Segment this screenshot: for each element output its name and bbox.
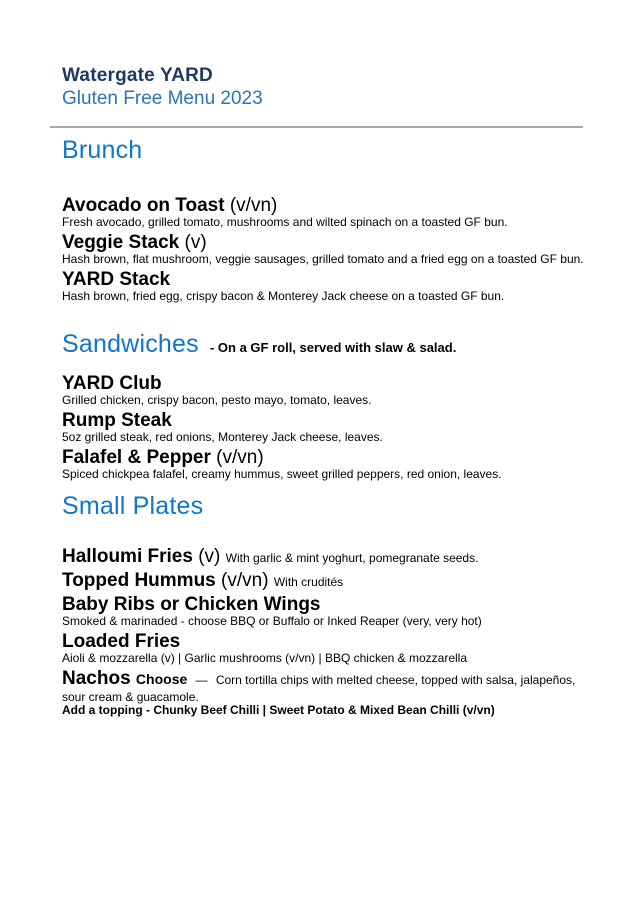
menu-item-avocado-on-toast [62,195,594,229]
item-title-line [62,410,594,431]
section-heading-text: Sandwiches [62,330,199,358]
item-title-line [62,195,594,216]
item-name: Rump Steak [62,410,172,431]
page-subtitle: Gluten Free Menu 2023 [62,88,263,109]
item-description: Fresh avocado, grilled tomato, mushrooms and wilted spinach on a toasted GF bun. [62,215,508,229]
item-name: Veggie Stack [62,232,180,253]
menu-item-veggie-stack [62,232,594,266]
section-heading-small-plates: Small Plates [62,492,204,520]
menu-item-falafel-pepper [62,447,594,481]
item-name: Falafel & Pepper [62,447,211,468]
item-inline-description: With crudités [273,575,344,589]
item-description: Spiced chickpea falafel, creamy hummus, sweet grilled peppers, red onion, leaves. [62,467,502,481]
section-small-plates [62,493,594,717]
item-name: YARD Stack [62,269,171,290]
item-title-line [62,447,594,468]
item-diet-tag: (v/vn) [229,195,278,216]
item-inline-description: With garlic & mint yoghurt, pomegranate seeds. [225,551,479,565]
item-description: 5oz grilled steak, red onions, Monterey Jack cheese, leaves. [62,430,383,444]
item-topping-line: Add a topping - Chunky Beef Chilli | Sweet Potato & Mixed Bean Chilli (v/vn) [62,703,495,717]
item-title-line [62,668,594,704]
section-heading-brunch: Brunch [62,136,143,164]
item-diet-tag: (v/vn) [221,570,269,591]
item-diet-tag: (v/vn) [216,447,264,468]
menu-item-loaded-fries [62,631,594,665]
item-title-line [62,546,594,567]
item-description: Hash brown, flat mushroom, veggie sausages, grilled tomato and a fried egg on a toasted GF bun. [62,252,584,266]
section-note: - On a GF roll, served with slaw & salad. [209,340,457,355]
item-name: Baby Ribs or Chicken Wings [62,594,321,615]
item-title-line [62,594,594,615]
item-name: Halloumi Fries [62,546,193,567]
item-description: Aioli & mozzarella (v) | Garlic mushrooms (v/vn) | BBQ chicken & mozzarella [62,651,468,665]
menu-item-topped-hummus [62,570,594,591]
item-name: YARD Club [62,373,162,394]
menu-item-rump-steak [62,410,594,444]
item-title-line [62,269,594,290]
item-title-line [62,232,594,253]
em-dash: — [195,673,208,687]
item-diet-tag: (v) [184,232,207,253]
item-title-line [62,373,594,394]
menu-item-yard-stack [62,269,594,303]
section-brunch [62,137,594,303]
item-name: Topped Hummus [62,570,216,591]
page-title: Watergate YARD [62,65,213,86]
menu-item-baby-ribs-chicken-wings [62,594,594,628]
section-items [62,373,594,481]
divider [50,126,583,128]
item-name: Avocado on Toast [62,195,225,216]
section-heading-sandwiches [62,331,594,361]
item-name: Nachos [62,668,131,689]
section-items [62,195,594,303]
item-name: Loaded Fries [62,631,181,652]
item-description: Grilled chicken, crispy bacon, pesto mayo, tomato, leaves. [62,393,372,407]
menu-item-halloumi-fries [62,546,594,567]
menu-item-nachos [62,668,594,717]
item-title-line [62,570,594,591]
section-sandwiches [62,331,594,481]
menu-item-yard-club [62,373,594,407]
item-description: Hash brown, fried egg, crispy bacon & Monterey Jack cheese on a toasted GF bun. [62,289,505,303]
item-description: Smoked & marinaded - choose BBQ or Buffalo or Inked Reaper (very, very hot) [62,614,482,628]
item-title-line [62,631,594,652]
item-inline-description: Corn tortilla chips with melted cheese, topped with salsa, jalapeños, sour cream & guacamole. [62,673,576,704]
item-diet-tag: (v) [198,546,221,567]
section-items [62,546,594,717]
item-choose-label: Choose [135,671,188,687]
